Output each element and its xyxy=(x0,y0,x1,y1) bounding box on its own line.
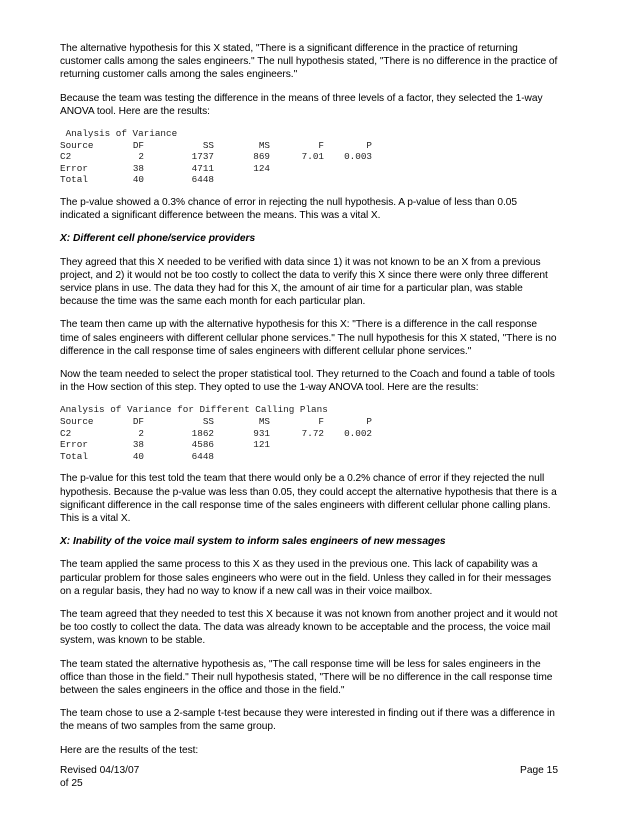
header-df: DF xyxy=(132,416,144,428)
paragraph-select-tool: Now the team needed to select the proper statistical tool. They returned to the Coach and found a table of tools in the How section of this step. They opted to use the 1-way ANOVA tool. Here are the results: xyxy=(60,369,555,394)
anova-table-2 xyxy=(60,404,558,462)
cell-p: 0.002 xyxy=(344,427,372,439)
cell-ss: 6448 xyxy=(191,450,214,462)
cell-ms: 869 xyxy=(253,151,270,163)
anova-table-2-header xyxy=(60,416,558,428)
paragraph-t-test: The team chose to use a 2-sample t-test because they were interested in finding out if there was a difference in the means of two samples from the same group. xyxy=(60,708,555,733)
cell-df: 2 xyxy=(138,151,144,163)
cell-ss: 4586 xyxy=(191,439,214,451)
cell-df: 40 xyxy=(132,174,144,186)
anova-table-2-title: Analysis of Variance for Different Calling Plans xyxy=(60,404,328,416)
anova-table-1-title: Analysis of Variance xyxy=(60,128,178,140)
anova-table-1-header xyxy=(60,140,558,152)
table-row xyxy=(60,451,558,463)
header-df: DF xyxy=(132,139,144,151)
paragraph-results-intro: Here are the results of the test: xyxy=(60,744,199,756)
document-page xyxy=(60,42,558,767)
cell-ss: 4711 xyxy=(191,162,214,174)
cell-ss: 6448 xyxy=(191,174,214,186)
cell-df: 2 xyxy=(138,427,144,439)
cell-ss: 1862 xyxy=(191,427,214,439)
cell-source: Error xyxy=(60,162,88,174)
cell-ms: 931 xyxy=(253,427,270,439)
paragraph-voice-mail-process: The team applied the same process to this X as they used in the previous one. This lack of capability was a particular problem for those sales engineers who were out in the field. Unless they called in for their messages on a regular basis, they had no way to know if a new call was in their voice mailbox. xyxy=(60,559,552,597)
cell-source: Total xyxy=(60,174,88,186)
cell-f: 7.72 xyxy=(301,427,324,439)
paragraph-hypothesis-voice-mail: The team stated the alternative hypothesis as, "The call response time will be less for sales engineers in the office than those in the field." Their null hypothesis stated, "There will be no difference in the call response time between the sales engineers in the office and those in the field." xyxy=(60,658,553,697)
header-p: P xyxy=(366,139,372,151)
cell-source: Error xyxy=(60,439,88,451)
header-f: F xyxy=(318,416,324,428)
table-row xyxy=(60,163,558,175)
cell-source: Total xyxy=(60,450,88,462)
cell-ms: 121 xyxy=(253,439,270,451)
paragraph-hypothesis-return-calls: The alternative hypothesis for this X stated, "There is a significant difference in the practice of returning customer calls among the sales engineers." The null hypothesis stated, "There is no difference in the practice of returning customer calls among the sales engineers." xyxy=(60,43,558,81)
footer-of-pages: of 25 xyxy=(60,778,83,789)
cell-f: 7.01 xyxy=(301,151,324,163)
header-source: Source xyxy=(60,139,94,151)
header-source: Source xyxy=(60,416,94,428)
section-heading-voice-mail: X: Inability of the voice mail system to inform sales engineers of new messages xyxy=(60,536,446,548)
cell-ms: 124 xyxy=(253,162,270,174)
table-row xyxy=(60,174,558,186)
cell-df: 38 xyxy=(132,439,144,451)
header-ms: MS xyxy=(258,139,270,151)
header-ms: MS xyxy=(258,416,270,428)
footer-revised: Revised 04/13/07 xyxy=(60,765,140,776)
header-ss: SS xyxy=(202,139,214,151)
table-row xyxy=(60,439,558,451)
cell-df: 38 xyxy=(132,162,144,174)
header-f: F xyxy=(318,139,324,151)
header-p: P xyxy=(366,416,372,428)
table-row xyxy=(60,428,558,440)
cell-p: 0.003 xyxy=(344,151,372,163)
paragraph-pvalue-result-1: The p-value showed a 0.3% chance of error in rejecting the null hypothesis. A p-value of less than 0.05 indicated a significant difference between the means. This was a vital X. xyxy=(60,196,517,222)
paragraph-verify-x: They agreed that this X needed to be verified with data since 1) it was not known to be an X from a previous project, and 2) it would not be too costly to collect the data to verify this X since there were only three different service plans in use. The data they had for this X, the amount of air time for a particular plan, was stable because the time was the same each month for each particular plan. xyxy=(60,256,548,308)
cell-df: 40 xyxy=(132,450,144,462)
footer-page-number: Page 15 xyxy=(520,765,558,776)
section-heading-cell-providers: X: Different cell phone/service providers xyxy=(60,233,256,245)
table-row xyxy=(60,151,558,163)
paragraph-hypothesis-cell: The team then came up with the alternative hypothesis for this X: "There is a difference in the call response time of sales engineers with different cellular phone services." The null hypothesis for this X stated, "There is no difference in the call response time of sales engineers with different cellular phone services." xyxy=(60,319,557,357)
cell-source: C2 xyxy=(60,151,72,163)
paragraph-voice-mail-test: The team agreed that they needed to test this X because it was not known from another project and it would not be too costly to collect the data. The data was already known to be acceptable and the process, the voice mail system, was known to be stable. xyxy=(60,609,558,647)
page-footer xyxy=(60,764,558,790)
cell-source: C2 xyxy=(60,427,72,439)
paragraph-pvalue-result-2: The p-value for this test told the team that there would only be a 0.2% chance of error if they rejected the null hypothesis. Because the p-value was less than 0.05, they could accept the alternative hypothesis that there is a significant difference in the call response time of the sales engineers with different cellular phone calling plans. This is a vital X. xyxy=(60,473,557,524)
header-ss: SS xyxy=(202,416,214,428)
anova-table-1 xyxy=(60,128,558,186)
paragraph-anova-selection: Because the team was testing the difference in the means of three levels of a factor, they selected the 1-way ANOVA tool. Here are the results: xyxy=(60,92,543,117)
cell-ss: 1737 xyxy=(191,151,214,163)
